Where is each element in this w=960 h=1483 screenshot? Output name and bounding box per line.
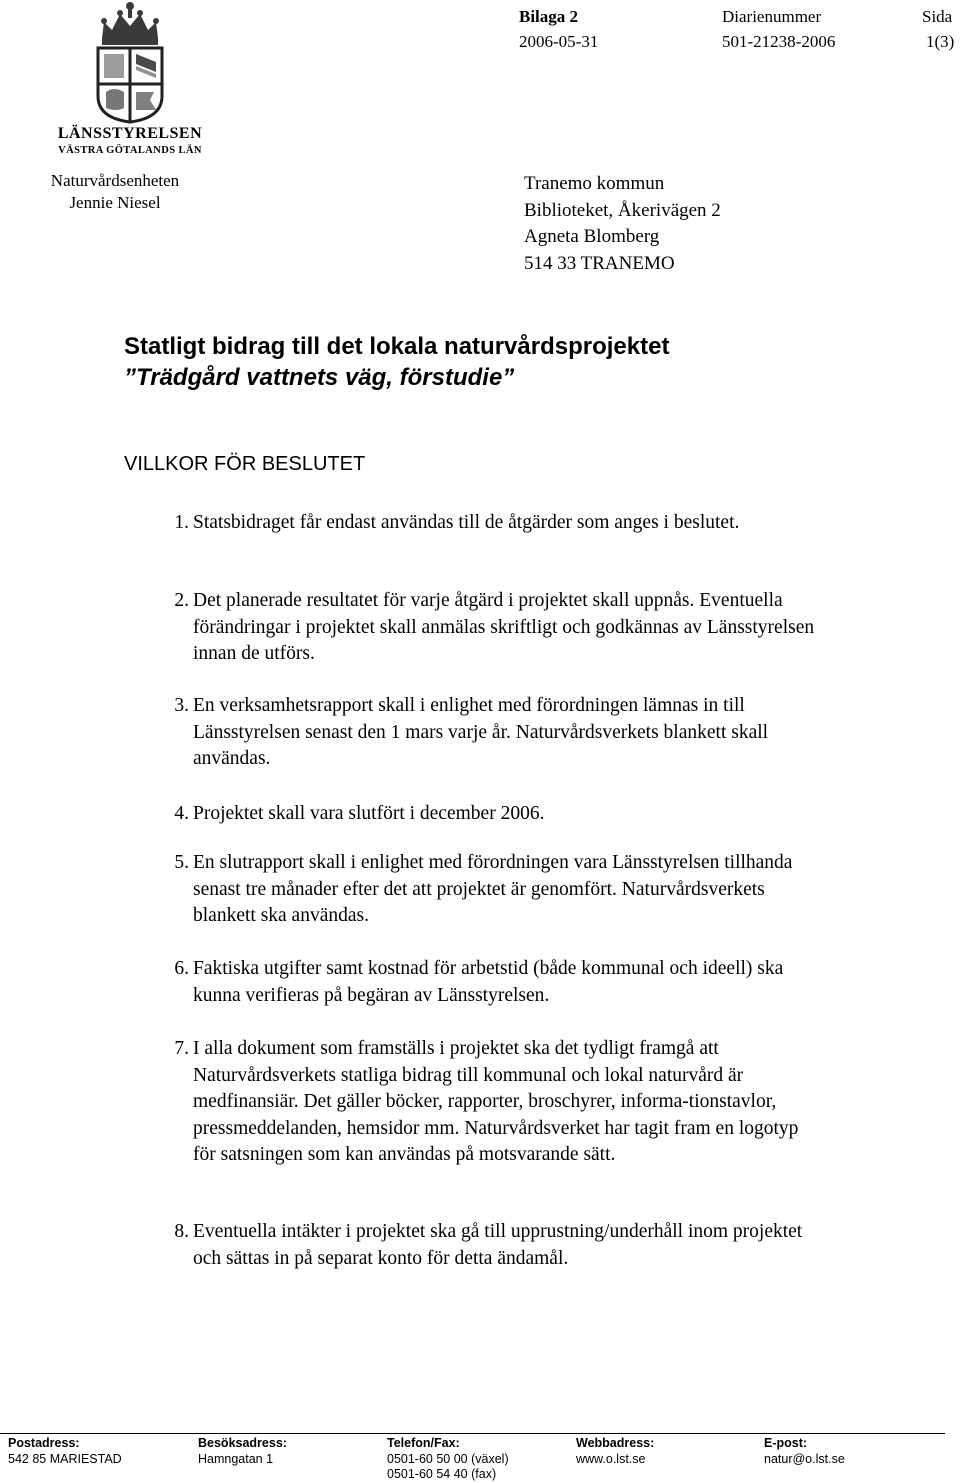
footer-visit-value: Hamngatan 1 bbox=[198, 1451, 274, 1466]
lansstyrelsen-logo bbox=[40, 0, 220, 160]
footer-fax-value: 0501-60 54 40 (fax) bbox=[387, 1467, 497, 1481]
condition-text: Projektet skall vara slutfört i december 2006. bbox=[193, 803, 545, 824]
document-title: Statligt bidrag till det lokala naturvårdsprojektet bbox=[124, 333, 670, 360]
recipient-line: Tranemo kommun bbox=[524, 173, 665, 194]
condition-number: 7. bbox=[174, 1038, 189, 1059]
footer-phone bbox=[387, 1436, 509, 1483]
attachment-label: Bilaga 2 bbox=[519, 7, 579, 26]
document-date: 2006-05-31 bbox=[519, 32, 599, 51]
logo-title: LÄNSSTYRELSEN bbox=[57, 125, 203, 142]
sender-block bbox=[40, 170, 190, 214]
footer-phone-label: Telefon/Fax: bbox=[387, 1436, 460, 1450]
condition-text: Eventuella intäkter i projektet ska gå till upprustning/underhåll inom projektet och sättas in på separat konto för detta ändamål. bbox=[193, 1221, 803, 1269]
condition-text: Det planerade resultatet för varje åtgärd i projektet skall uppnås. Eventuella förändringar i projektet skall anmälas skriftligt och godkännas av Länsstyrelsen innan de utförs. bbox=[193, 590, 815, 664]
page-number: 1(3) bbox=[926, 32, 955, 51]
footer-phone-value: 0501-60 50 00 (växel) bbox=[387, 1451, 509, 1466]
footer-email bbox=[764, 1436, 845, 1467]
footer-web bbox=[576, 1436, 654, 1467]
recipient-line: Agneta Blomberg bbox=[524, 226, 660, 247]
footer-email-link[interactable]: natur@o.lst.se bbox=[764, 1451, 845, 1466]
condition-number: 4. bbox=[174, 803, 189, 824]
footer-web-link[interactable]: www.o.lst.se bbox=[576, 1451, 646, 1466]
recipient-line: 514 33 TRANEMO bbox=[524, 252, 675, 274]
sender-person: Jennie Niesel bbox=[69, 193, 161, 212]
footer-divider bbox=[0, 1433, 945, 1434]
condition-text: En verksamhetsrapport skall i enlighet med förordningen lämnas in till Länsstyrelsen senast den 1 mars varje år. Naturvårdsverkets blankett skall användas. bbox=[193, 695, 769, 769]
coat-of-arms-icon bbox=[40, 0, 220, 160]
document-subtitle: ”Trädgård vattnets väg, förstudie” bbox=[124, 364, 515, 391]
footer-postal bbox=[8, 1436, 122, 1467]
footer-postal-label: Postadress: bbox=[8, 1436, 80, 1450]
reference-label: Diarienummer bbox=[722, 7, 822, 26]
footer-visit-label: Besöksadress: bbox=[198, 1436, 287, 1450]
condition-number: 5. bbox=[174, 852, 189, 873]
page-label: Sida bbox=[922, 7, 953, 26]
footer-visit bbox=[198, 1436, 287, 1467]
condition-text: I alla dokument som framställs i projektet ska det tydligt framgå att Naturvårdsverkets statliga bidrag till kommunal och lokal naturvård är medfinansiär. Det gäller böcker, rapporter, broschyrer, informa-tionstavlor, pressmeddelanden, hemsidor mm. Naturvårdsverket har tagit fram en logotyp för satsningen som kan användas på motsvarande sätt. bbox=[193, 1038, 799, 1165]
reference-number: 501-21238-2006 bbox=[722, 32, 836, 51]
sender-unit: Naturvårdsenheten bbox=[50, 171, 180, 190]
condition-text: En slutrapport skall i enlighet med förordningen vara Länsstyrelsen tillhanda senast tre månader efter det att projektet är genomfört. Naturvårdsverkets blankett ska användas. bbox=[193, 852, 793, 926]
condition-number: 3. bbox=[174, 695, 189, 716]
section-heading: VILLKOR FÖR BESLUTET bbox=[124, 453, 366, 475]
logo-subtitle: VÄSTRA GÖTALANDS LÄN bbox=[58, 145, 202, 156]
condition-number: 1. bbox=[174, 512, 189, 533]
condition-number: 6. bbox=[174, 958, 189, 979]
condition-text: Faktiska utgifter samt kostnad för arbetstid (både kommunal och ideell) ska kunna verifieras på begäran av Länsstyrelsen. bbox=[193, 958, 784, 1006]
condition-number: 8. bbox=[174, 1221, 189, 1242]
recipient-line: Biblioteket, Åkerivägen 2 bbox=[524, 199, 721, 221]
condition-text: Statsbidraget får endast användas till de åtgärder som anges i beslutet. bbox=[193, 512, 740, 533]
condition-number: 2. bbox=[174, 590, 189, 611]
footer-web-label: Webbadress: bbox=[576, 1436, 655, 1450]
footer-postal-value: 542 85 MARIESTAD bbox=[8, 1451, 122, 1466]
recipient-address bbox=[524, 171, 721, 277]
footer-email-label: E-post: bbox=[764, 1436, 808, 1450]
